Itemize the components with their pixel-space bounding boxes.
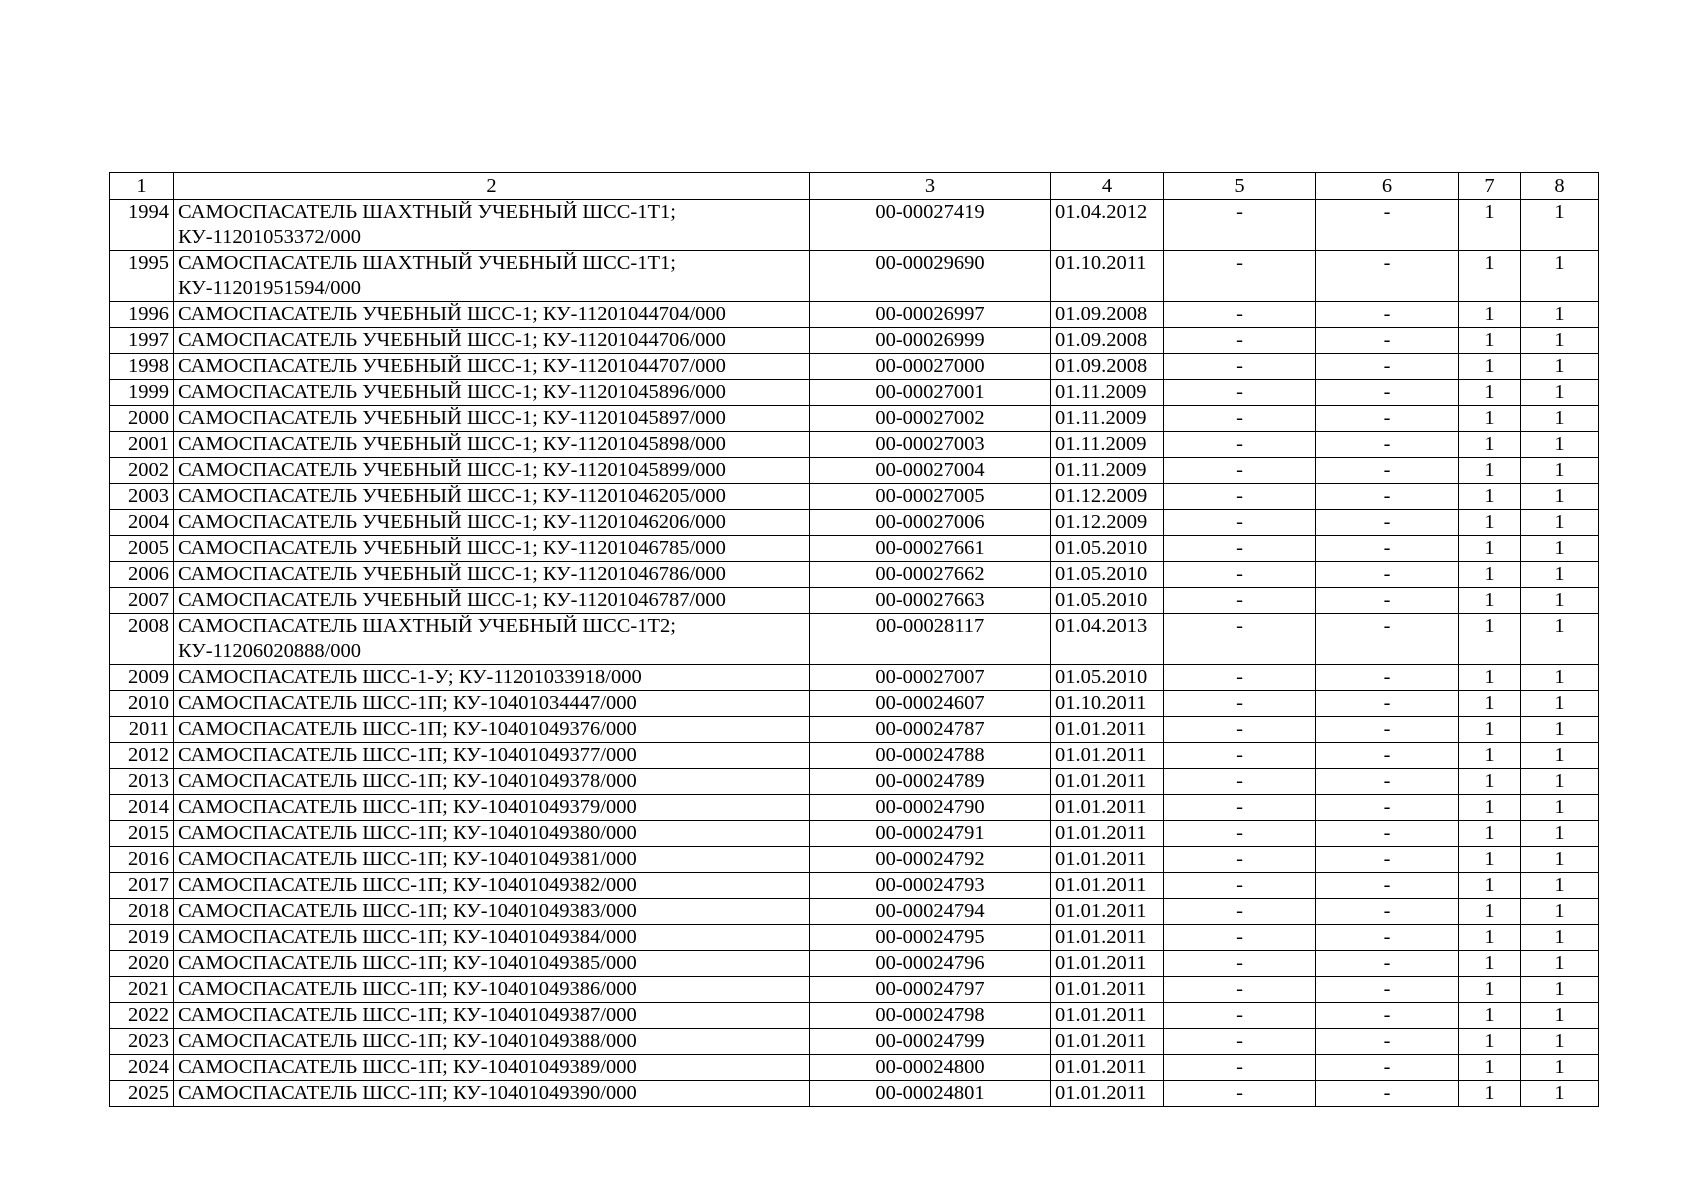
col8-cell: 1 [1521, 769, 1599, 795]
date-cell: 01.01.2011 [1051, 899, 1164, 925]
row-number-cell: 2023 [110, 1029, 174, 1055]
inventory-code-cell: 00-00027007 [810, 665, 1051, 691]
row-number-cell: 2012 [110, 743, 174, 769]
inventory-table [109, 172, 1599, 1107]
table-row [110, 951, 1599, 977]
col7-cell: 1 [1459, 1003, 1521, 1029]
col5-cell: - [1164, 562, 1316, 588]
col6-cell: - [1316, 251, 1459, 302]
inventory-code-cell: 00-00026999 [810, 328, 1051, 354]
col5-cell: - [1164, 484, 1316, 510]
item-name-cell: САМОСПАСАТЕЛЬ УЧЕБНЫЙ ШСС-1; КУ-11201046785/000 [174, 536, 810, 562]
row-number-cell: 2018 [110, 899, 174, 925]
date-cell: 01.01.2011 [1051, 1003, 1164, 1029]
inventory-code-cell: 00-00027003 [810, 432, 1051, 458]
col7-cell: 1 [1459, 1055, 1521, 1081]
item-name-cell: САМОСПАСАТЕЛЬ УЧЕБНЫЙ ШСС-1; КУ-11201044707/000 [174, 354, 810, 380]
col7-cell: 1 [1459, 873, 1521, 899]
item-name-cell: САМОСПАСАТЕЛЬ ШСС-1П; КУ-10401049381/000 [174, 847, 810, 873]
col7-cell: 1 [1459, 562, 1521, 588]
date-cell: 01.12.2009 [1051, 510, 1164, 536]
item-name-cell: САМОСПАСАТЕЛЬ ШСС-1П; КУ-10401049385/000 [174, 951, 810, 977]
row-number-cell: 2001 [110, 432, 174, 458]
col8-cell: 1 [1521, 562, 1599, 588]
col7-cell: 1 [1459, 406, 1521, 432]
inventory-code-cell: 00-00026997 [810, 302, 1051, 328]
col8-cell: 1 [1521, 380, 1599, 406]
col5-cell: - [1164, 354, 1316, 380]
header-cell-7: 7 [1459, 173, 1521, 200]
item-name-cell: САМОСПАСАТЕЛЬ ШСС-1П; КУ-10401049379/000 [174, 795, 810, 821]
row-number-cell: 2014 [110, 795, 174, 821]
col8-cell: 1 [1521, 510, 1599, 536]
col5-cell: - [1164, 1029, 1316, 1055]
col7-cell: 1 [1459, 795, 1521, 821]
table-row [110, 432, 1599, 458]
col6-cell: - [1316, 951, 1459, 977]
date-cell: 01.10.2011 [1051, 251, 1164, 302]
table-row [110, 847, 1599, 873]
date-cell: 01.05.2010 [1051, 588, 1164, 614]
item-name-cell: САМОСПАСАТЕЛЬ ШСС-1П; КУ-10401034447/000 [174, 691, 810, 717]
col6-cell: - [1316, 717, 1459, 743]
item-name-cell: САМОСПАСАТЕЛЬ ШСС-1П; КУ-10401049376/000 [174, 717, 810, 743]
col8-cell: 1 [1521, 795, 1599, 821]
table-row [110, 925, 1599, 951]
date-cell: 01.01.2011 [1051, 1081, 1164, 1107]
inventory-code-cell: 00-00024792 [810, 847, 1051, 873]
item-name-cell: САМОСПАСАТЕЛЬ ШАХТНЫЙ УЧЕБНЫЙ ШСС-1Т1; КУ-11201053372/000 [174, 200, 810, 251]
col6-cell: - [1316, 691, 1459, 717]
col6-cell: - [1316, 795, 1459, 821]
table-row [110, 200, 1599, 251]
col5-cell: - [1164, 821, 1316, 847]
date-cell: 01.01.2011 [1051, 925, 1164, 951]
table-row [110, 977, 1599, 1003]
col6-cell: - [1316, 302, 1459, 328]
item-name-cell: САМОСПАСАТЕЛЬ ШСС-1П; КУ-10401049377/000 [174, 743, 810, 769]
date-cell: 01.04.2012 [1051, 200, 1164, 251]
item-name-cell: САМОСПАСАТЕЛЬ ШСС-1П; КУ-10401049390/000 [174, 1081, 810, 1107]
row-number-cell: 1995 [110, 251, 174, 302]
col8-cell: 1 [1521, 614, 1599, 665]
table-row [110, 1081, 1599, 1107]
col7-cell: 1 [1459, 925, 1521, 951]
inventory-code-cell: 00-00024797 [810, 977, 1051, 1003]
item-name-cell: САМОСПАСАТЕЛЬ ШСС-1П; КУ-10401049384/000 [174, 925, 810, 951]
col5-cell: - [1164, 328, 1316, 354]
col8-cell: 1 [1521, 458, 1599, 484]
col8-cell: 1 [1521, 665, 1599, 691]
row-number-cell: 2004 [110, 510, 174, 536]
row-number-cell: 1998 [110, 354, 174, 380]
col6-cell: - [1316, 200, 1459, 251]
inventory-code-cell: 00-00027000 [810, 354, 1051, 380]
date-cell: 01.01.2011 [1051, 847, 1164, 873]
header-cell-3: 3 [810, 173, 1051, 200]
col7-cell: 1 [1459, 769, 1521, 795]
row-number-cell: 2022 [110, 1003, 174, 1029]
header-cell-8: 8 [1521, 173, 1599, 200]
col7-cell: 1 [1459, 743, 1521, 769]
inventory-code-cell: 00-00024793 [810, 873, 1051, 899]
col6-cell: - [1316, 873, 1459, 899]
col7-cell: 1 [1459, 665, 1521, 691]
row-number-cell: 2025 [110, 1081, 174, 1107]
col8-cell: 1 [1521, 1029, 1599, 1055]
inventory-code-cell: 00-00024796 [810, 951, 1051, 977]
col5-cell: - [1164, 380, 1316, 406]
table-row [110, 769, 1599, 795]
row-number-cell: 2017 [110, 873, 174, 899]
date-cell: 01.01.2011 [1051, 821, 1164, 847]
col8-cell: 1 [1521, 536, 1599, 562]
col8-cell: 1 [1521, 484, 1599, 510]
row-number-cell: 2010 [110, 691, 174, 717]
table-row [110, 406, 1599, 432]
col8-cell: 1 [1521, 873, 1599, 899]
row-number-cell: 2003 [110, 484, 174, 510]
col7-cell: 1 [1459, 251, 1521, 302]
col5-cell: - [1164, 200, 1316, 251]
col8-cell: 1 [1521, 1081, 1599, 1107]
col8-cell: 1 [1521, 821, 1599, 847]
date-cell: 01.05.2010 [1051, 536, 1164, 562]
col6-cell: - [1316, 406, 1459, 432]
row-number-cell: 2016 [110, 847, 174, 873]
header-cell-1: 1 [110, 173, 174, 200]
table-row [110, 510, 1599, 536]
col6-cell: - [1316, 977, 1459, 1003]
inventory-code-cell: 00-00024789 [810, 769, 1051, 795]
inventory-code-cell: 00-00027662 [810, 562, 1051, 588]
col6-cell: - [1316, 562, 1459, 588]
col7-cell: 1 [1459, 484, 1521, 510]
col8-cell: 1 [1521, 406, 1599, 432]
row-number-cell: 2002 [110, 458, 174, 484]
col5-cell: - [1164, 951, 1316, 977]
col6-cell: - [1316, 665, 1459, 691]
col6-cell: - [1316, 354, 1459, 380]
inventory-code-cell: 00-00024607 [810, 691, 1051, 717]
item-name-cell: САМОСПАСАТЕЛЬ УЧЕБНЫЙ ШСС-1; КУ-11201046206/000 [174, 510, 810, 536]
date-cell: 01.09.2008 [1051, 302, 1164, 328]
col8-cell: 1 [1521, 977, 1599, 1003]
inventory-code-cell: 00-00024791 [810, 821, 1051, 847]
table-row [110, 614, 1599, 665]
row-number-cell: 1996 [110, 302, 174, 328]
item-name-cell: САМОСПАСАТЕЛЬ ШСС-1П; КУ-10401049387/000 [174, 1003, 810, 1029]
inventory-code-cell: 00-00024795 [810, 925, 1051, 951]
row-number-cell: 2024 [110, 1055, 174, 1081]
date-cell: 01.01.2011 [1051, 951, 1164, 977]
col5-cell: - [1164, 769, 1316, 795]
col6-cell: - [1316, 1081, 1459, 1107]
item-name-cell: САМОСПАСАТЕЛЬ УЧЕБНЫЙ ШСС-1; КУ-11201044704/000 [174, 302, 810, 328]
item-name-cell: САМОСПАСАТЕЛЬ ШСС-1П; КУ-10401049383/000 [174, 899, 810, 925]
row-number-cell: 1997 [110, 328, 174, 354]
header-cell-5: 5 [1164, 173, 1316, 200]
inventory-code-cell: 00-00027004 [810, 458, 1051, 484]
date-cell: 01.04.2013 [1051, 614, 1164, 665]
col7-cell: 1 [1459, 977, 1521, 1003]
table-header-row [110, 173, 1599, 200]
col8-cell: 1 [1521, 354, 1599, 380]
col6-cell: - [1316, 743, 1459, 769]
date-cell: 01.01.2011 [1051, 743, 1164, 769]
item-name-cell: САМОСПАСАТЕЛЬ УЧЕБНЫЙ ШСС-1; КУ-11201044706/000 [174, 328, 810, 354]
inventory-code-cell: 00-00027419 [810, 200, 1051, 251]
row-number-cell: 2000 [110, 406, 174, 432]
col7-cell: 1 [1459, 821, 1521, 847]
row-number-cell: 1994 [110, 200, 174, 251]
table-row [110, 484, 1599, 510]
table-row [110, 743, 1599, 769]
col8-cell: 1 [1521, 251, 1599, 302]
col5-cell: - [1164, 614, 1316, 665]
col5-cell: - [1164, 458, 1316, 484]
row-number-cell: 2009 [110, 665, 174, 691]
col6-cell: - [1316, 769, 1459, 795]
item-name-cell: САМОСПАСАТЕЛЬ ШСС-1П; КУ-10401049382/000 [174, 873, 810, 899]
col8-cell: 1 [1521, 588, 1599, 614]
table-row [110, 302, 1599, 328]
row-number-cell: 2011 [110, 717, 174, 743]
col7-cell: 1 [1459, 717, 1521, 743]
table-row [110, 251, 1599, 302]
table-row [110, 795, 1599, 821]
table-row [110, 1003, 1599, 1029]
date-cell: 01.11.2009 [1051, 406, 1164, 432]
item-name-cell: САМОСПАСАТЕЛЬ ШСС-1П; КУ-10401049388/000 [174, 1029, 810, 1055]
col6-cell: - [1316, 536, 1459, 562]
inventory-code-cell: 00-00027005 [810, 484, 1051, 510]
date-cell: 01.01.2011 [1051, 1029, 1164, 1055]
table-row [110, 717, 1599, 743]
col8-cell: 1 [1521, 743, 1599, 769]
date-cell: 01.05.2010 [1051, 562, 1164, 588]
inventory-code-cell: 00-00027663 [810, 588, 1051, 614]
col5-cell: - [1164, 665, 1316, 691]
header-cell-4: 4 [1051, 173, 1164, 200]
col6-cell: - [1316, 484, 1459, 510]
inventory-code-cell: 00-00024798 [810, 1003, 1051, 1029]
inventory-code-cell: 00-00027661 [810, 536, 1051, 562]
item-name-cell: САМОСПАСАТЕЛЬ ШАХТНЫЙ УЧЕБНЫЙ ШСС-1Т1; КУ-11201951594/000 [174, 251, 810, 302]
table-row [110, 458, 1599, 484]
table-body [110, 173, 1599, 1107]
col6-cell: - [1316, 432, 1459, 458]
inventory-code-cell: 00-00024787 [810, 717, 1051, 743]
col8-cell: 1 [1521, 432, 1599, 458]
col7-cell: 1 [1459, 200, 1521, 251]
table-row [110, 588, 1599, 614]
item-name-cell: САМОСПАСАТЕЛЬ УЧЕБНЫЙ ШСС-1; КУ-11201046205/000 [174, 484, 810, 510]
col8-cell: 1 [1521, 328, 1599, 354]
date-cell: 01.05.2010 [1051, 665, 1164, 691]
table-row [110, 536, 1599, 562]
col5-cell: - [1164, 977, 1316, 1003]
col6-cell: - [1316, 925, 1459, 951]
col7-cell: 1 [1459, 458, 1521, 484]
inventory-code-cell: 00-00024790 [810, 795, 1051, 821]
date-cell: 01.01.2011 [1051, 1055, 1164, 1081]
item-name-cell: САМОСПАСАТЕЛЬ УЧЕБНЫЙ ШСС-1; КУ-11201045898/000 [174, 432, 810, 458]
col8-cell: 1 [1521, 691, 1599, 717]
col6-cell: - [1316, 458, 1459, 484]
col7-cell: 1 [1459, 1029, 1521, 1055]
col5-cell: - [1164, 691, 1316, 717]
date-cell: 01.11.2009 [1051, 458, 1164, 484]
col7-cell: 1 [1459, 432, 1521, 458]
col7-cell: 1 [1459, 536, 1521, 562]
date-cell: 01.01.2011 [1051, 717, 1164, 743]
col7-cell: 1 [1459, 1081, 1521, 1107]
col7-cell: 1 [1459, 951, 1521, 977]
row-number-cell: 2006 [110, 562, 174, 588]
item-name-cell: САМОСПАСАТЕЛЬ ШСС-1П; КУ-10401049380/000 [174, 821, 810, 847]
col7-cell: 1 [1459, 614, 1521, 665]
col5-cell: - [1164, 1055, 1316, 1081]
col5-cell: - [1164, 795, 1316, 821]
col6-cell: - [1316, 1029, 1459, 1055]
col5-cell: - [1164, 536, 1316, 562]
row-number-cell: 2007 [110, 588, 174, 614]
col6-cell: - [1316, 847, 1459, 873]
date-cell: 01.01.2011 [1051, 769, 1164, 795]
row-number-cell: 2015 [110, 821, 174, 847]
col6-cell: - [1316, 614, 1459, 665]
row-number-cell: 1999 [110, 380, 174, 406]
col5-cell: - [1164, 1003, 1316, 1029]
inventory-code-cell: 00-00029690 [810, 251, 1051, 302]
col5-cell: - [1164, 588, 1316, 614]
inventory-code-cell: 00-00024788 [810, 743, 1051, 769]
inventory-code-cell: 00-00027002 [810, 406, 1051, 432]
item-name-cell: САМОСПАСАТЕЛЬ ШСС-1-У; КУ-11201033918/000 [174, 665, 810, 691]
item-name-cell: САМОСПАСАТЕЛЬ УЧЕБНЫЙ ШСС-1; КУ-11201046786/000 [174, 562, 810, 588]
inventory-code-cell: 00-00024799 [810, 1029, 1051, 1055]
col5-cell: - [1164, 432, 1316, 458]
col8-cell: 1 [1521, 899, 1599, 925]
col7-cell: 1 [1459, 847, 1521, 873]
inventory-code-cell: 00-00027001 [810, 380, 1051, 406]
item-name-cell: САМОСПАСАТЕЛЬ УЧЕБНЫЙ ШСС-1; КУ-11201045897/000 [174, 406, 810, 432]
col6-cell: - [1316, 899, 1459, 925]
table-row [110, 899, 1599, 925]
col7-cell: 1 [1459, 510, 1521, 536]
item-name-cell: САМОСПАСАТЕЛЬ УЧЕБНЫЙ ШСС-1; КУ-11201045896/000 [174, 380, 810, 406]
col5-cell: - [1164, 406, 1316, 432]
col6-cell: - [1316, 380, 1459, 406]
col5-cell: - [1164, 302, 1316, 328]
col5-cell: - [1164, 743, 1316, 769]
date-cell: 01.09.2008 [1051, 354, 1164, 380]
date-cell: 01.11.2009 [1051, 432, 1164, 458]
item-name-cell: САМОСПАСАТЕЛЬ ШСС-1П; КУ-10401049378/000 [174, 769, 810, 795]
table-row [110, 691, 1599, 717]
col6-cell: - [1316, 510, 1459, 536]
date-cell: 01.01.2011 [1051, 977, 1164, 1003]
col7-cell: 1 [1459, 691, 1521, 717]
table-row [110, 354, 1599, 380]
col5-cell: - [1164, 873, 1316, 899]
col5-cell: - [1164, 717, 1316, 743]
item-name-cell: САМОСПАСАТЕЛЬ ШАХТНЫЙ УЧЕБНЫЙ ШСС-1Т2; КУ-11206020888/000 [174, 614, 810, 665]
header-cell-6: 6 [1316, 173, 1459, 200]
col7-cell: 1 [1459, 328, 1521, 354]
date-cell: 01.01.2011 [1051, 795, 1164, 821]
table-row [110, 380, 1599, 406]
col6-cell: - [1316, 821, 1459, 847]
col8-cell: 1 [1521, 200, 1599, 251]
inventory-code-cell: 00-00024800 [810, 1055, 1051, 1081]
date-cell: 01.10.2011 [1051, 691, 1164, 717]
col7-cell: 1 [1459, 380, 1521, 406]
col5-cell: - [1164, 925, 1316, 951]
col7-cell: 1 [1459, 899, 1521, 925]
date-cell: 01.12.2009 [1051, 484, 1164, 510]
col8-cell: 1 [1521, 925, 1599, 951]
col8-cell: 1 [1521, 717, 1599, 743]
col6-cell: - [1316, 1055, 1459, 1081]
row-number-cell: 2020 [110, 951, 174, 977]
item-name-cell: САМОСПАСАТЕЛЬ ШСС-1П; КУ-10401049389/000 [174, 1055, 810, 1081]
col6-cell: - [1316, 1003, 1459, 1029]
col6-cell: - [1316, 588, 1459, 614]
inventory-code-cell: 00-00024801 [810, 1081, 1051, 1107]
item-name-cell: САМОСПАСАТЕЛЬ УЧЕБНЫЙ ШСС-1; КУ-11201046787/000 [174, 588, 810, 614]
col5-cell: - [1164, 1081, 1316, 1107]
date-cell: 01.01.2011 [1051, 873, 1164, 899]
col8-cell: 1 [1521, 847, 1599, 873]
row-number-cell: 2021 [110, 977, 174, 1003]
col7-cell: 1 [1459, 354, 1521, 380]
table-row [110, 873, 1599, 899]
row-number-cell: 2005 [110, 536, 174, 562]
col5-cell: - [1164, 847, 1316, 873]
table-row [110, 1055, 1599, 1081]
col5-cell: - [1164, 899, 1316, 925]
col5-cell: - [1164, 510, 1316, 536]
col8-cell: 1 [1521, 1003, 1599, 1029]
inventory-code-cell: 00-00027006 [810, 510, 1051, 536]
row-number-cell: 2008 [110, 614, 174, 665]
col7-cell: 1 [1459, 588, 1521, 614]
row-number-cell: 2019 [110, 925, 174, 951]
col8-cell: 1 [1521, 951, 1599, 977]
table-row [110, 665, 1599, 691]
item-name-cell: САМОСПАСАТЕЛЬ УЧЕБНЫЙ ШСС-1; КУ-11201045899/000 [174, 458, 810, 484]
item-name-cell: САМОСПАСАТЕЛЬ ШСС-1П; КУ-10401049386/000 [174, 977, 810, 1003]
date-cell: 01.11.2009 [1051, 380, 1164, 406]
col8-cell: 1 [1521, 1055, 1599, 1081]
date-cell: 01.09.2008 [1051, 328, 1164, 354]
row-number-cell: 2013 [110, 769, 174, 795]
inventory-code-cell: 00-00028117 [810, 614, 1051, 665]
table-row [110, 1029, 1599, 1055]
header-cell-2: 2 [174, 173, 810, 200]
table-row [110, 328, 1599, 354]
col7-cell: 1 [1459, 302, 1521, 328]
table-row [110, 562, 1599, 588]
col6-cell: - [1316, 328, 1459, 354]
col8-cell: 1 [1521, 302, 1599, 328]
table-row [110, 821, 1599, 847]
col5-cell: - [1164, 251, 1316, 302]
inventory-code-cell: 00-00024794 [810, 899, 1051, 925]
